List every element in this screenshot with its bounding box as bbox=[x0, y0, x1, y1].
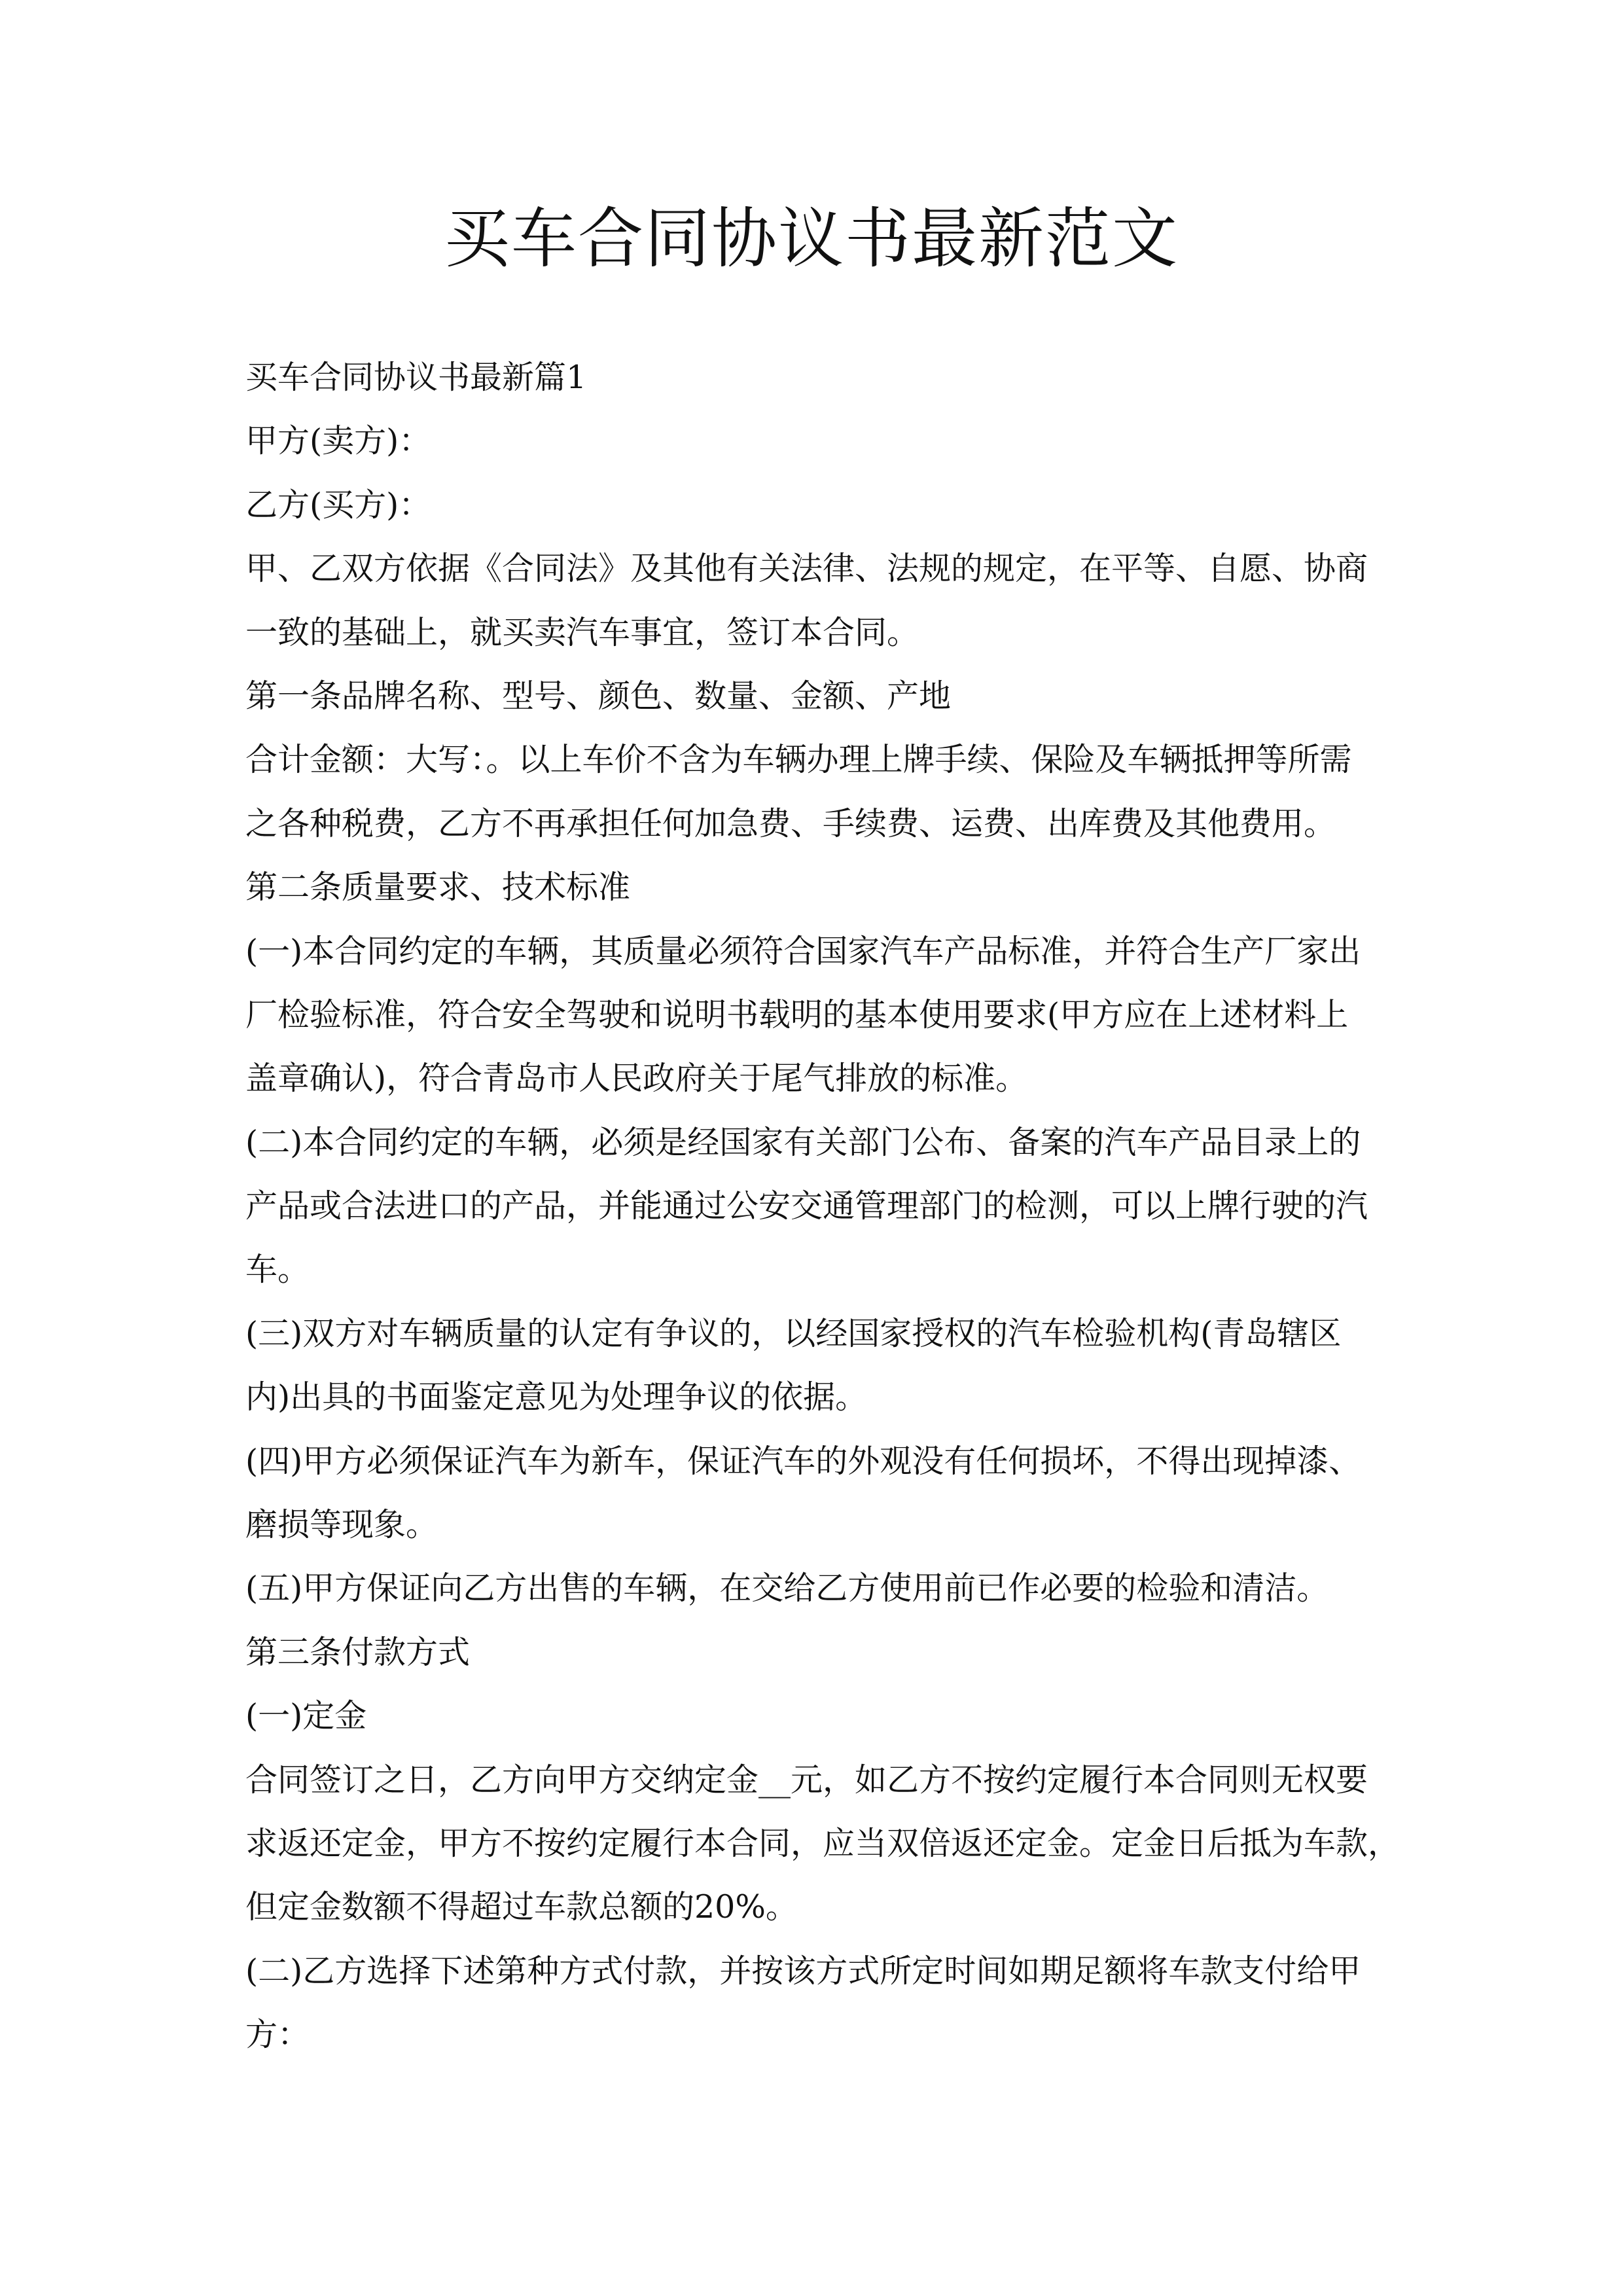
paragraph-line: 求返还定金，甲方不按约定履行本合同，应当双倍返还定金。定金日后抵为车款， bbox=[245, 1824, 1400, 1862]
section-heading: 买车合同协议书最新篇1 bbox=[245, 359, 587, 396]
paragraph-line: 之各种税费，乙方不再承担任何加急费、手续费、运费、出库费及其他费用。 bbox=[245, 804, 1336, 842]
paragraph-line: (三)双方对车辆质量的认定有争议的，以经国家授权的汽车检验机构(青岛辖区 bbox=[245, 1314, 1342, 1352]
paragraph-line: 厂检验标准，符合安全驾驶和说明书载明的基本使用要求(甲方应在上述材料上 bbox=[245, 996, 1349, 1033]
paragraph-line: 一致的基础上，就买卖汽车事宜，签订本合同。 bbox=[245, 613, 919, 651]
paragraph-line: 车。 bbox=[245, 1251, 310, 1289]
article-heading: 第一条品牌名称、型号、颜色、数量、金额、产地 bbox=[245, 677, 952, 715]
paragraph-line: 盖章确认)，符合青岛市人民政府关于尾气排放的标准。 bbox=[245, 1060, 1028, 1098]
paragraph-line: (五)甲方保证向乙方出售的车辆，在交给乙方使用前已作必要的检验和清洁。 bbox=[245, 1570, 1329, 1607]
document-body bbox=[245, 346, 1400, 2067]
buyer-field: 乙方(买方)： bbox=[245, 486, 431, 524]
paragraph-line: 产品或合法进口的产品，并能通过公安交通管理部门的检测，可以上牌行驶的汽 bbox=[245, 1187, 1368, 1225]
paragraph-line: 方： bbox=[245, 2016, 310, 2054]
paragraph-line: 磨损等现象。 bbox=[245, 1506, 438, 1544]
paragraph-line: 甲、乙双方依据《合同法》及其他有关法律、法规的规定，在平等、自愿、协商 bbox=[245, 550, 1368, 588]
subsection-heading: (一)定金 bbox=[245, 1697, 367, 1735]
seller-field: 甲方(卖方)： bbox=[245, 422, 431, 460]
document-title: 买车合同协议书最新范文 bbox=[444, 200, 1179, 277]
article-heading: 第三条付款方式 bbox=[245, 1633, 471, 1671]
paragraph-line: (二)本合同约定的车辆，必须是经国家有关部门公布、备案的汽车产品目录上的 bbox=[245, 1123, 1361, 1161]
paragraph-line: (一)本合同约定的车辆，其质量必须符合国家汽车产品标准，并符合生产厂家出 bbox=[245, 932, 1361, 970]
paragraph-line: 合计金额：大写：。以上车价不含为车辆办理上牌手续、保险及车辆抵押等所需 bbox=[245, 741, 1352, 779]
paragraph-line: (四)甲方必须保证汽车为新车，保证汽车的外观没有任何损坏，不得出现掉漆、 bbox=[245, 1442, 1361, 1480]
article-heading: 第二条质量要求、技术标准 bbox=[245, 869, 631, 906]
paragraph-line: (二)乙方选择下述第种方式付款，并按该方式所定时间如期足额将车款支付给甲 bbox=[245, 1952, 1361, 1990]
paragraph-line: 合同签订之日，乙方向甲方交纳定金__元，如乙方不按约定履行本合同则无权要 bbox=[245, 1761, 1368, 1799]
paragraph-line: 内)出具的书面鉴定意见为处理争议的依据。 bbox=[245, 1378, 868, 1416]
paragraph-line: 但定金数额不得超过车款总额的20%。 bbox=[245, 1888, 798, 1926]
